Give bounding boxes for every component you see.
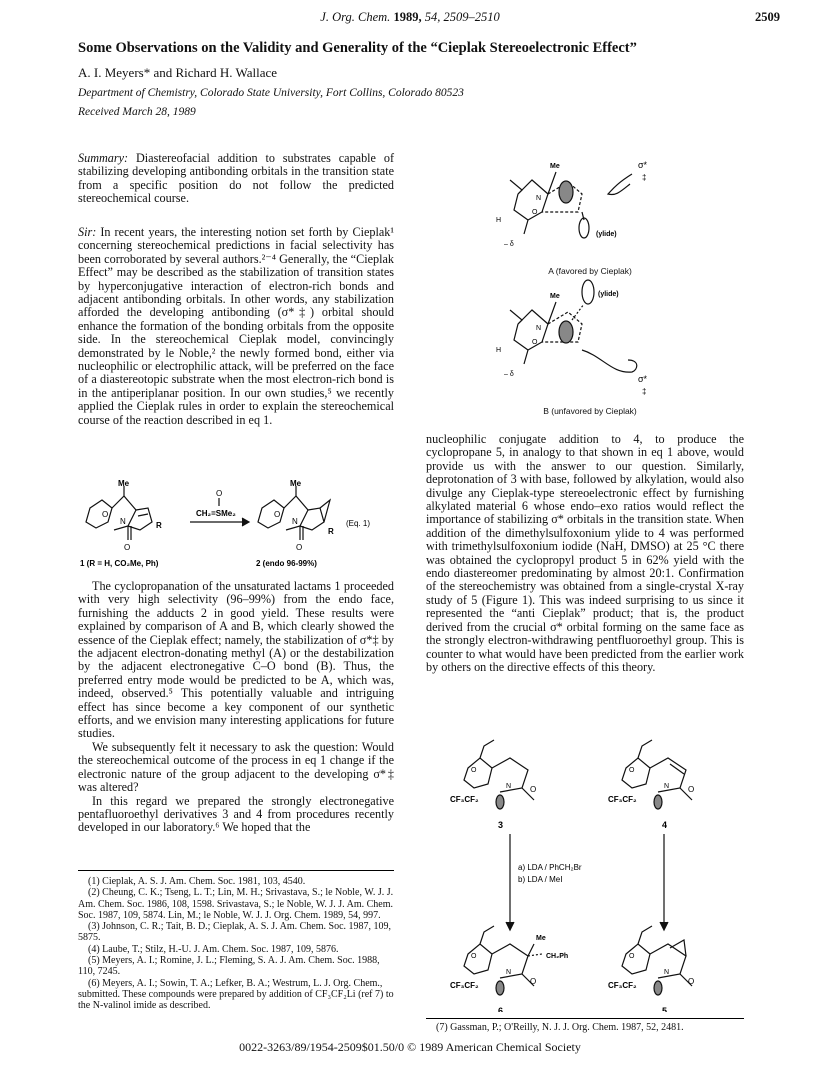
compound-2-label: 2 (endo 96-99%) bbox=[256, 559, 317, 568]
n-atom-3: N bbox=[506, 783, 512, 790]
compound-1-label: 1 (R = H, CO₂Me, Ph) bbox=[80, 559, 159, 568]
figure-a-b bbox=[432, 150, 748, 420]
a-me-label: Me bbox=[550, 163, 560, 170]
compound-3-label: 3 bbox=[498, 820, 504, 830]
ring-o-4: O bbox=[629, 767, 635, 774]
paragraph-question: We subsequently felt it necessary to ask the question: Would the stereochemical outcome of the process in eq 1 change if the electronic nature of the group adjacent to the developing σ*‡ was altered? bbox=[78, 739, 394, 795]
o-atom-1: O bbox=[102, 510, 109, 519]
b-n-label: N bbox=[536, 325, 542, 332]
authors: A. I. Meyers* and Richard H. Wallace bbox=[78, 65, 278, 80]
compound-5-label: 5 bbox=[662, 1006, 668, 1012]
cieplak-models bbox=[432, 150, 748, 420]
ch2ph-label: CH₂Ph bbox=[546, 953, 569, 960]
a-ddagger: ‡ bbox=[642, 173, 647, 182]
cf-label-4: CF₃CF₂ bbox=[608, 795, 637, 804]
b-sigma: σ* bbox=[638, 374, 648, 384]
b-o-label: O bbox=[532, 339, 538, 346]
ring-o-5: O bbox=[629, 953, 635, 960]
me-label-1: Me bbox=[118, 479, 130, 488]
a-sigma: σ* bbox=[638, 160, 648, 170]
r-group-2: R bbox=[328, 527, 334, 536]
o-atom-2: O bbox=[274, 510, 281, 519]
n-atom-4: N bbox=[664, 783, 670, 790]
received-date: Received March 28, 1989 bbox=[78, 106, 196, 118]
left-column-text-bottom bbox=[78, 580, 394, 835]
carbonyl-o-6: O bbox=[530, 977, 537, 986]
footnote-2: (2) Cheung, C. K.; Tseng, L. T.; Lin, M. H.; Srivastava, S.; le Noble, W. J. J. Am. Chem. Soc. 1986, 108, 1598. Srivastava, S.; le Noble, W. J. J. Am. Chem. Soc. 1987, 109, 5874. Lin, M.; le Noble, W. J. J. Org. Chem. 1989, 54, 997. bbox=[78, 887, 394, 921]
paragraph-nucleophilic: nucleophilic conjugate addition to 4, to produce the cyclopropane 5, in analogy to that shown in eq 1 above, would provide us with the answer to our question. Similarly, deprotonation of 3 with base, followed by alkylation, would also divulge any Cieplak-type stereoelectronic effect by furnishing alkylated material 6 whose endo–exo ratios would reflect the importance of stabilizing σ* orbitals in the transition state. When addition of the dimethylsulfoxonium ylide to 4 was performed with trimethylsulfoxonium iodide (NaH, DMSO) at 25 °C there was obtained the cyclopropyl product 5 in 62% yield with the endo diastereomer predominating by almost 20:1. Confirmation of the stereochemistry was obtained from a single-crystal X-ray study of 5 (Figure 1). This was indeed surprising to us since it represented the “anti Cieplak” product; that is, the product derived from the crucial σ* orbital forming on the same face as the strongly electron-withdrawing pentfluoroethyl group. This is counter to what would have been predicted from the earlier work by others on the directive effects of this theory. bbox=[426, 432, 744, 674]
r-group-1: R bbox=[156, 521, 162, 530]
a-h-label: H bbox=[496, 217, 502, 224]
article-title: Some Observations on the Validity and Generality of the “Cieplak Stereoelectronic Effect” bbox=[78, 40, 637, 56]
a-ylide-label: (ylide) bbox=[596, 231, 617, 238]
footnote-5: (5) Meyers, A. I.; Romine, J. L.; Fleming, S. A. J. Am. Chem. Soc. 1988, 110, 7245. bbox=[78, 955, 380, 978]
scheme-compounds-3-6 bbox=[426, 718, 744, 1012]
me-label-2: Me bbox=[290, 479, 302, 488]
affiliation: Department of Chemistry, Colorado State University, Fort Collins, Colorado 80523 bbox=[78, 87, 464, 99]
cf-label-6: CF₃CF₂ bbox=[450, 981, 479, 990]
cf-label-5: CF₃CF₂ bbox=[608, 981, 637, 990]
ring-o-3: O bbox=[471, 767, 477, 774]
eq-label: (Eq. 1) bbox=[346, 519, 371, 528]
n-atom-2: N bbox=[292, 517, 298, 526]
caption-b: B (unfavored by Cieplak) bbox=[543, 406, 637, 416]
compound-6-label: 6 bbox=[498, 1006, 504, 1012]
a-delta-label: – δ bbox=[504, 241, 514, 248]
n-atom-6: N bbox=[506, 969, 512, 976]
paragraph-cyclopropanation: The cyclopropanation of the unsaturated lactams 1 proceeded with very high selectivity (96–99%) from the endo face, furnishing the adducts 2 in good yield. These results were explained by comparison of A and B, which clearly showed the essence of the Cieplak effect; namely, the stabilization of σ*‡ by the adjacent electron-donating methyl (A) or the destabilization by the adjacent electronegative C–O bond (B). Thus, the preferred entry mode would be predicted to be A, which was, indeed, observed.⁵ This potentially valuable and intriguing effect has since become a key component of our synthetic efforts, and we envision many interesting applications for future studies. bbox=[78, 579, 394, 741]
footnote-7: (7) Gassman, P.; O'Reilly, N. J. J. Org. Chem. 1987, 52, 2481. bbox=[436, 1022, 684, 1033]
carbonyl-o-4: O bbox=[688, 785, 695, 794]
me-label-6: Me bbox=[536, 935, 546, 942]
carbonyl-o-5: O bbox=[688, 977, 695, 986]
paragraph-pentafluoroethyl: In this regard we prepared the strongly electronegative pentafluoroethyl derivatives 3 and 4 from procedures recently developed in our laboratory.⁶ We hoped that the bbox=[78, 793, 394, 835]
carbonyl-o-2: O bbox=[296, 543, 303, 552]
footnote-rule-left bbox=[78, 870, 394, 871]
footnotes-left bbox=[78, 876, 394, 1012]
page-footer: 0022-3263/89/1954-2509$01.50/0 © 1989 American Chemical Society bbox=[239, 1040, 581, 1054]
reagent-oxygen: O bbox=[216, 489, 223, 498]
caption-a: A (favored by Cieplak) bbox=[548, 266, 632, 276]
journal-header: J. Org. Chem. 1989, 54, 2509–2510 bbox=[320, 10, 500, 24]
reagent-ylide: CH₂=SMe₂ bbox=[196, 509, 236, 518]
scheme-structures bbox=[426, 718, 744, 1012]
a-o-label: O bbox=[532, 209, 538, 216]
b-me-label: Me bbox=[550, 293, 560, 300]
footnote-6: (6) Meyers, A. I.; Sowin, T. A.; Lefker, B. A.; Westrum, L. J. Org. Chem., submitted. These compounds were prepared by addition of CF₃CF₂Li (ref 7) to the N-valinol imide as described. bbox=[78, 977, 394, 1012]
n-atom-1: N bbox=[120, 517, 126, 526]
left-column-text-top: Sir: In recent years, the interesting notion set forth by Cieplak¹ concerning stereochemical predictions in facial selectivity has been corroborated by several authors.²⁻⁴ Generally, the “Cieplak Effect” may be described as the stabilization of transition states by hyperconjugative interaction of electron-rich bonds and adjacent antibonding orbitals. In other words, any stabilization afforded the developing antibonding (σ*‡) orbital should enhance the formation of the bonding orbitals from the opposite side. In the stereochemical Cieplak model, convincingly demonstrated by le Noble,² the newly formed bond, either via nucleophilic or electrophilic attack, will be preferred on the face of a diastereotopic substrate when the most electron-rich bond is in the antiperiplanar position. In our own studies,⁵ we recently applied the Cieplak rules in order to explain the stereochemical course of the reaction described in eq 1. bbox=[78, 225, 394, 427]
footnote-3: (3) Johnson, C. R.; Tait, B. D.; Cieplak, A. S. J. Am. Chem. Soc. 1987, 109, 5875. bbox=[78, 921, 392, 944]
carbonyl-o-3: O bbox=[530, 785, 537, 794]
a-n-label: N bbox=[536, 195, 542, 202]
footnote-4: (4) Laube, T.; Stilz, H.-U. J. Am. Chem. Soc. 1987, 109, 5876. bbox=[88, 943, 339, 955]
ring-o-6: O bbox=[471, 953, 477, 960]
b-delta-label: – δ bbox=[504, 371, 514, 378]
compound-4-label: 4 bbox=[662, 820, 668, 830]
carbonyl-o-1: O bbox=[124, 543, 131, 552]
footnote-1: (1) Cieplak, A. S. J. Am. Chem. Soc. 1981, 103, 4540. bbox=[88, 876, 306, 887]
eq1-structures bbox=[78, 478, 394, 570]
page-number: 2509 bbox=[755, 10, 780, 24]
cf-label-3: CF₃CF₂ bbox=[450, 795, 479, 804]
reagent-step-a: a) LDA / PhCH₂Br bbox=[518, 863, 582, 872]
b-ddagger: ‡ bbox=[642, 387, 647, 396]
right-column-text bbox=[426, 433, 744, 674]
equation-1-scheme bbox=[78, 478, 394, 570]
reagent-step-b: b) LDA / MeI bbox=[518, 875, 563, 884]
b-ylide-label: (ylide) bbox=[598, 291, 619, 298]
n-atom-5: N bbox=[664, 969, 670, 976]
footnote-rule-right bbox=[426, 1018, 744, 1019]
b-h-label: H bbox=[496, 347, 502, 354]
summary-paragraph: Summary: Diastereofacial addition to substrates capable of stabilizing developing antibonding orbitals in the transition state from a specific position do not follow the predicted stereochemical course. bbox=[78, 151, 394, 206]
